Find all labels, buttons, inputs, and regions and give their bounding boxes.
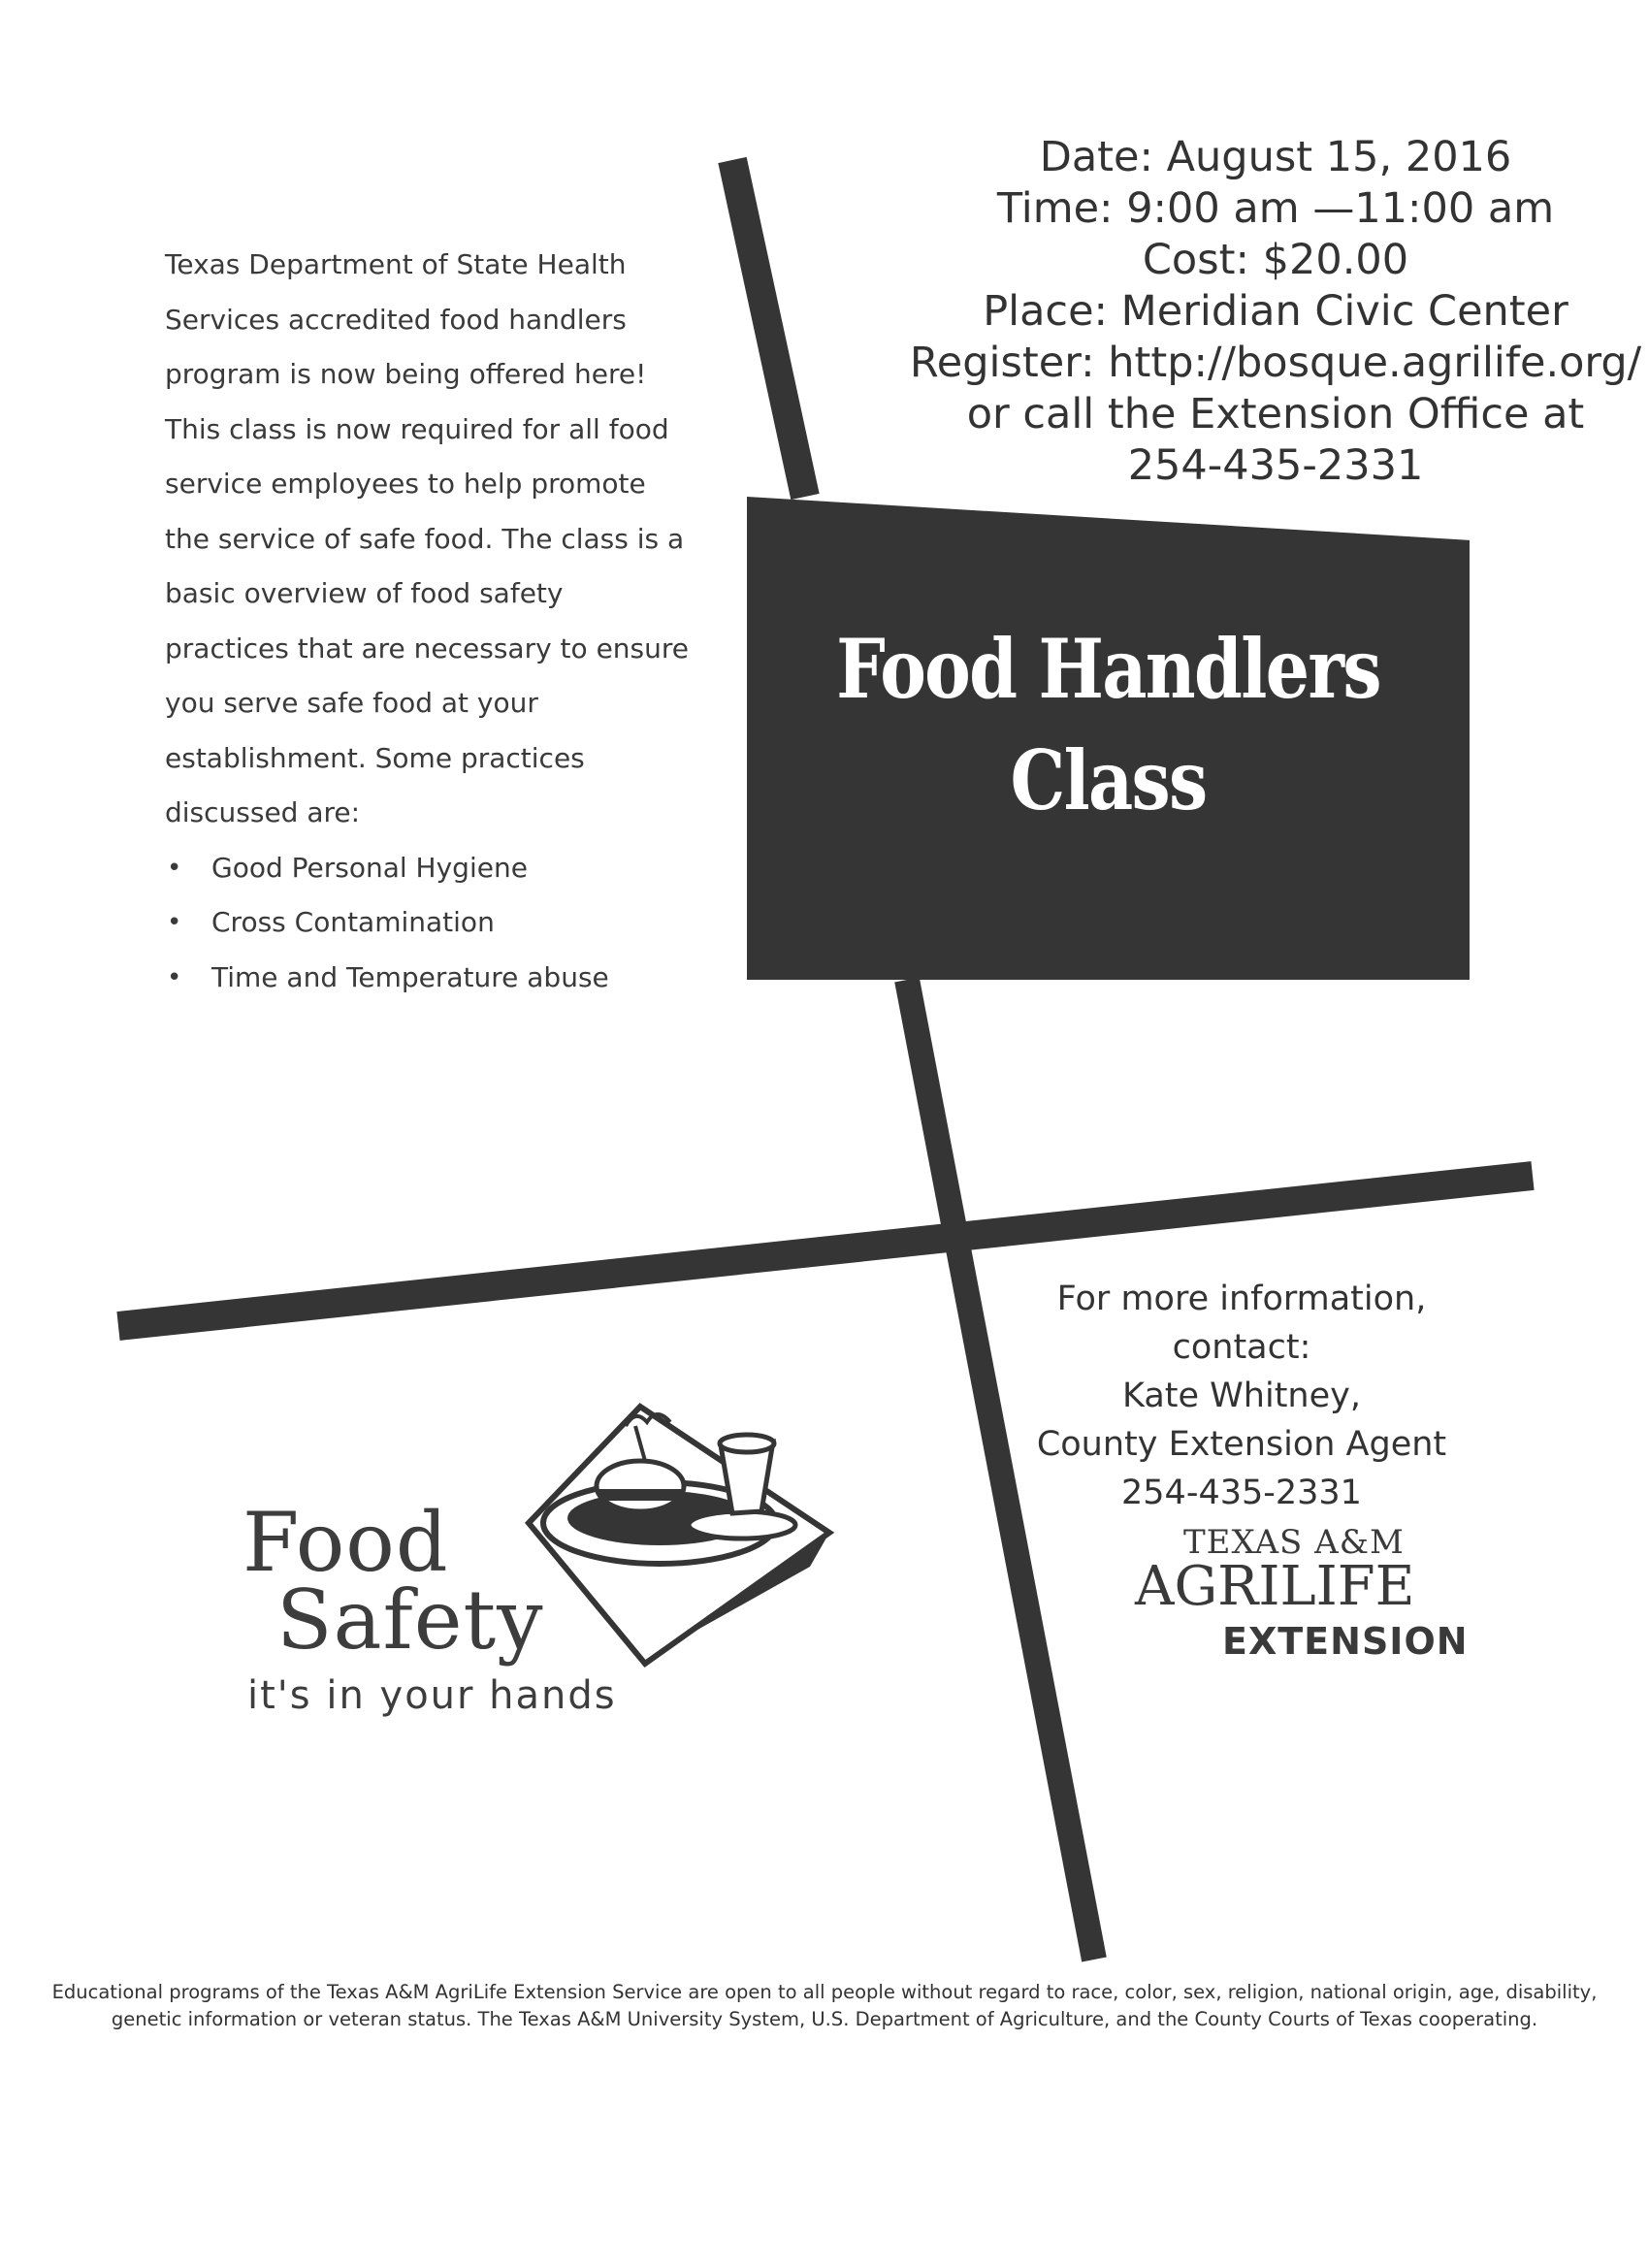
contact-name: Kate Whitney, bbox=[1122, 1377, 1361, 1415]
event-date: Date: August 15, 2016 bbox=[1039, 133, 1512, 181]
contact-heading: For more information, contact: bbox=[1056, 1280, 1427, 1367]
title-line-1: Food Handlers bbox=[836, 621, 1380, 717]
food-safety-logo bbox=[242, 1397, 873, 1746]
food-tray-icon bbox=[500, 1397, 849, 1678]
event-register[interactable]: Register: http://bosque.agrilife.org/ bbox=[909, 339, 1642, 387]
food-safety-word-safety: Safety bbox=[276, 1572, 544, 1668]
event-time: Time: 9:00 am —11:00 am bbox=[996, 184, 1555, 233]
agrilife-logo-top: TEXAS A&M bbox=[1183, 1523, 1405, 1562]
contact-title: County Extension Agent bbox=[1036, 1425, 1447, 1464]
agrilife-logo-bottom: EXTENSION bbox=[1222, 1620, 1469, 1663]
agrilife-logo-middle: AGRILIFE bbox=[1135, 1555, 1415, 1618]
practices-list bbox=[165, 841, 689, 1006]
event-cost: Cost: $20.00 bbox=[1142, 236, 1409, 284]
event-call: or call the Extension Office at bbox=[966, 390, 1585, 438]
event-info bbox=[878, 132, 1649, 492]
agrilife-logo bbox=[1135, 1523, 1504, 1669]
food-safety-tagline: it's in your hands bbox=[247, 1673, 617, 1718]
title-line-2: Class bbox=[1010, 732, 1207, 828]
list-item: • Cross Contamination bbox=[165, 895, 689, 951]
disclaimer: Educational programs of the Texas A&M AgriLife Extension Service are open to all people without regard to race, color, sex, religion, national origin, age, disability, genetic information or veteran status. The Texas A&M University System, U.S. Department of Agriculture, and the County Courts of Texas cooperating. bbox=[51, 1981, 1598, 2030]
event-place: Place: Meridian Civic Center bbox=[983, 287, 1568, 336]
food-safety-word-food: Food bbox=[242, 1495, 449, 1590]
contact-phone: 254-435-2331 bbox=[1121, 1474, 1362, 1512]
diagonal-bar-upper bbox=[732, 160, 805, 497]
contact-info bbox=[999, 1275, 1484, 1517]
description-paragraph: Texas Department of State Health Services accredited food handlers program is now being offered here! This class is now required for all food service employees to help promote the service of safe food. The class is a basic overview of food safety practices that are necessary to ensure you serve safe food at your establishment. Some practices discussed are: bbox=[165, 248, 689, 828]
page-title bbox=[801, 613, 1415, 836]
event-phone: 254-435-2331 bbox=[1127, 441, 1424, 490]
list-item: • Time and Temperature abuse bbox=[165, 951, 689, 1006]
class-description bbox=[165, 238, 689, 1005]
list-item: • Good Personal Hygiene bbox=[165, 841, 689, 896]
